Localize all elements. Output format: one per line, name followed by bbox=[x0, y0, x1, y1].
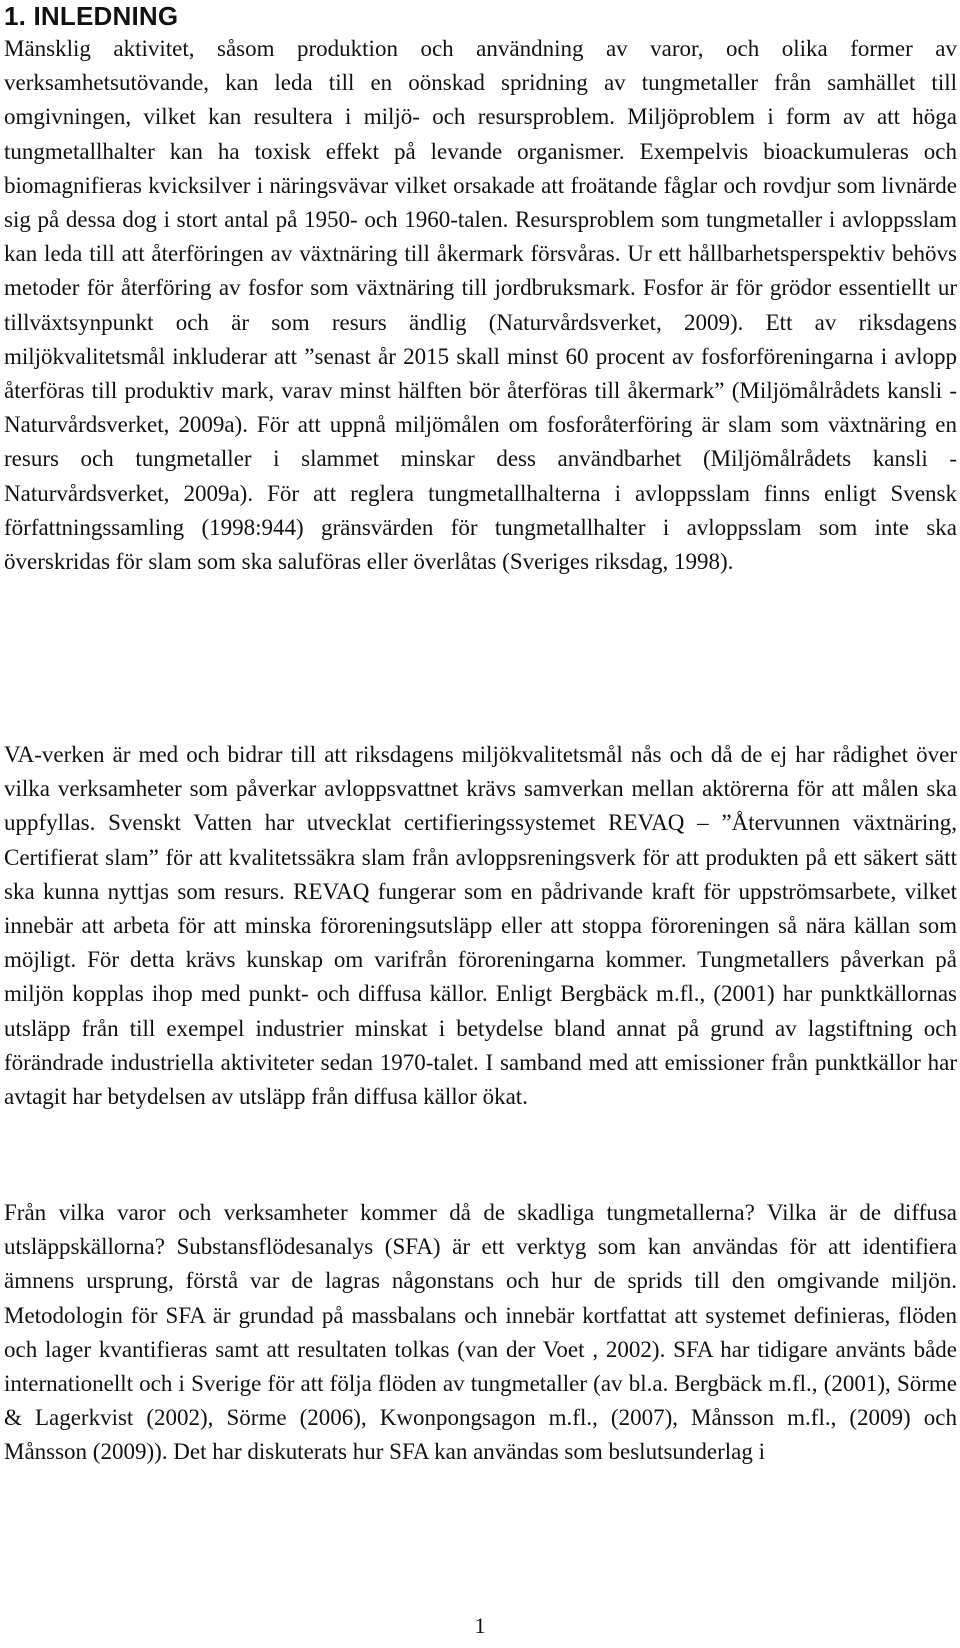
paragraph-1: Mänsklig aktivitet, såsom produktion och användning av varor, och olika former av verksamhetsutövande, kan leda till en oönskad spridning av tungmetaller från samhället till omgivningen, vilket kan resultera i miljö- och resursproblem. Miljöproblem i form av att höga tungmetallhalter kan ha toxisk effekt på levande organismer. Exempelvis bioackumuleras och biomagnifieras kvicksilver i näringsvävar vilket orsakade att froätande fåglar och rovdjur som livnärde sig på dessa dog i stort antal på 1950- och 1960-talen. Resursproblem som tungmetaller i avloppsslam kan leda till att återföringen av växtnäring till åkermark försvåras. Ur ett hållbarhetsperspektiv behövs metoder för återföring av fosfor som växtnäring till jordbruksmark. Fosfor är för grödor essentiellt ur tillväxtsynpunkt och är som resurs ändlig (Naturvårdsverket, 2009). Ett av riksdagens miljökvalitetsmål inkluderar att ”senast år 2015 skall minst 60 procent av fosforföreningarna i avlopp återföras till produktiv mark, varav minst hälften bör återföras till åkermark” (Miljömålrådets kansli - Naturvårdsverket, 2009a). För att uppnå miljömålen om fosforåterföring är slam som växtnäring en resurs och tungmetaller i slammet minskar dess användbarhet (Miljömålrådets kansli - Naturvårdsverket, 2009a). För att reglera tungmetallhalterna i avloppsslam finns enligt Svensk författningssamling (1998:944) gränsvärden för tungmetallhalter i avloppsslam som inte ska överskridas för slam som ska saluföras eller överlåtas (Sveriges riksdag, 1998). bbox=[4, 36, 957, 575]
paragraph-3: Från vilka varor och verksamheter kommer då de skadliga tungmetallerna? Vilka är de diffusa utsläppskällorna? Substansflödesanalys (SFA) är ett verktyg som kan användas för att identifiera ämnens ursprung, förstå var de lagras någonstans och hur de sprids till den omgivande miljön. Metodologin för SFA är grundad på massbalans och innebär kortfattat att systemet definieras, flöden och lager kvantifieras samt att resultaten tolkas (van der Voet , 2002). SFA har tidigare använts både internationellt och i Sverige för att följa flöden av tungmetaller (av bl.a. Bergbäck m.fl., (2001), Sörme & Lagerkvist (2002), Sörme (2006), Kwonpongsagon m.fl., (2007), Månsson m.fl., (2009) och Månsson (2009)). Det har diskuterats hur SFA kan användas som beslutsunderlag i bbox=[4, 1200, 957, 1465]
section-heading: 1. INLEDNING bbox=[4, 1, 179, 31]
page-number: 1 bbox=[474, 1613, 486, 1638]
paragraph-2: VA-verken är med och bidrar till att riksdagens miljökvalitetsmål nås och då de ej har rådighet över vilka verksamheter som påverkar avloppsvattnet krävs samverkan mellan aktörerna för att målen ska uppfyllas. Svenskt Vatten har utvecklat certifieringssystemet REVAQ – ”Återvunnen växtnäring, Certifierat slam” för att kvalitetssäkra slam från avloppsreningsverk för att produkten på ett säkert sätt ska kunna nyttjas som resurs. REVAQ fungerar som en pådrivande kraft för uppströmsarbete, vilket innebär att arbeta för att minska föroreningsutsläpp eller att stoppa föroreningen så nära källan som möjligt. För detta krävs kunskap om varifrån föroreningarna kommer. Tungmetallers påverkan på miljön kopplas ihop med punkt- och diffusa källor. Enligt Bergbäck m.fl., (2001) har punktkällornas utsläpp från till exempel industrier minskat i betydelse bland annat på grund av lagstiftning och förändrade industriella aktiviteter sedan 1970-talet. I samband med att emissioner från punktkällor har avtagit har betydelsen av utsläpp från diffusa källor ökat. bbox=[4, 742, 957, 1110]
